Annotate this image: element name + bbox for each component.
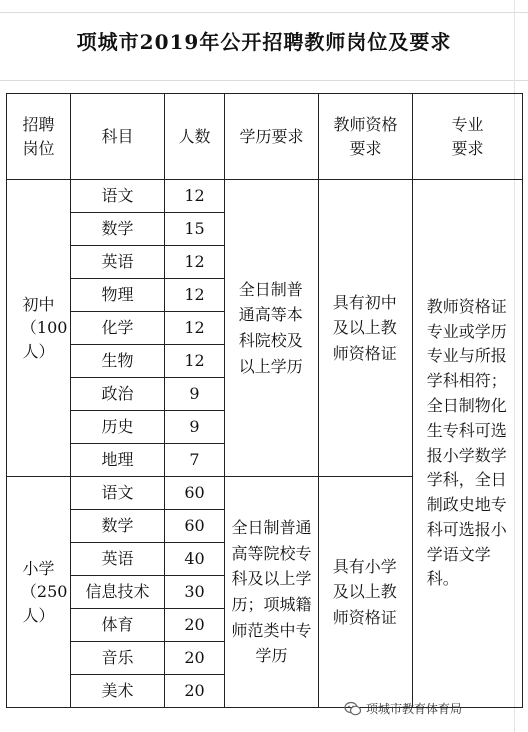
count-cell: 60 — [165, 510, 225, 543]
qualification-junior: 具有初中及以上教师资格证 — [319, 180, 413, 477]
page-title: 项城市2019年公开招聘教师岗位及要求 — [76, 30, 452, 54]
table-row — [7, 180, 523, 213]
count-cell: 20 — [165, 675, 225, 708]
subject-cell: 语文 — [71, 477, 165, 510]
subject-cell: 英语 — [71, 543, 165, 576]
wechat-icon — [344, 701, 362, 717]
header-count: 人数 — [165, 94, 225, 180]
subject-cell: 美术 — [71, 675, 165, 708]
subject-cell: 历史 — [71, 411, 165, 444]
qualification-primary: 具有小学及以上教师资格证 — [319, 477, 413, 708]
count-cell: 20 — [165, 642, 225, 675]
subject-cell: 体育 — [71, 609, 165, 642]
recruitment-table — [6, 93, 523, 708]
header-major: 专业要求 — [413, 94, 523, 180]
post-junior: 初中（100人） — [7, 180, 71, 477]
count-cell: 12 — [165, 180, 225, 213]
count-cell: 12 — [165, 345, 225, 378]
grid-line — [0, 80, 528, 81]
post-primary: 小学（250人） — [7, 477, 71, 708]
subject-cell: 化学 — [71, 312, 165, 345]
subject-cell: 语文 — [71, 180, 165, 213]
subject-cell: 生物 — [71, 345, 165, 378]
watermark-text: 项城市教育体育局 — [366, 702, 463, 716]
header-education: 学历要求 — [225, 94, 319, 180]
subject-cell: 地理 — [71, 444, 165, 477]
subject-cell: 英语 — [71, 246, 165, 279]
header-qualification: 教师资格要求 — [319, 94, 413, 180]
header-subject: 科目 — [71, 94, 165, 180]
count-cell: 60 — [165, 477, 225, 510]
count-cell: 12 — [165, 246, 225, 279]
grid-line — [0, 12, 528, 13]
count-cell: 20 — [165, 609, 225, 642]
count-cell: 12 — [165, 312, 225, 345]
count-cell: 15 — [165, 213, 225, 246]
header-row — [7, 94, 523, 180]
subject-cell: 政治 — [71, 378, 165, 411]
subject-cell: 数学 — [71, 510, 165, 543]
count-cell: 9 — [165, 411, 225, 444]
count-cell: 30 — [165, 576, 225, 609]
subject-cell: 信息技术 — [71, 576, 165, 609]
header-post: 招聘岗位 — [7, 94, 71, 180]
education-junior: 全日制普通高等本科院校及以上学历 — [225, 180, 319, 477]
major-requirement: 教师资格证专业或学历专业与所报学科相符；全日制物化生专科可选报小学数学学科，全日制政史地专科可选报小学语文学科。 — [413, 180, 523, 708]
count-cell: 9 — [165, 378, 225, 411]
subject-cell: 物理 — [71, 279, 165, 312]
subject-cell: 数学 — [71, 213, 165, 246]
watermark — [344, 700, 462, 717]
count-cell: 40 — [165, 543, 225, 576]
count-cell: 12 — [165, 279, 225, 312]
subject-cell: 音乐 — [71, 642, 165, 675]
count-cell: 7 — [165, 444, 225, 477]
education-primary: 全日制普通高等院校专科及以上学历；项城籍师范类中专学历 — [225, 477, 319, 708]
